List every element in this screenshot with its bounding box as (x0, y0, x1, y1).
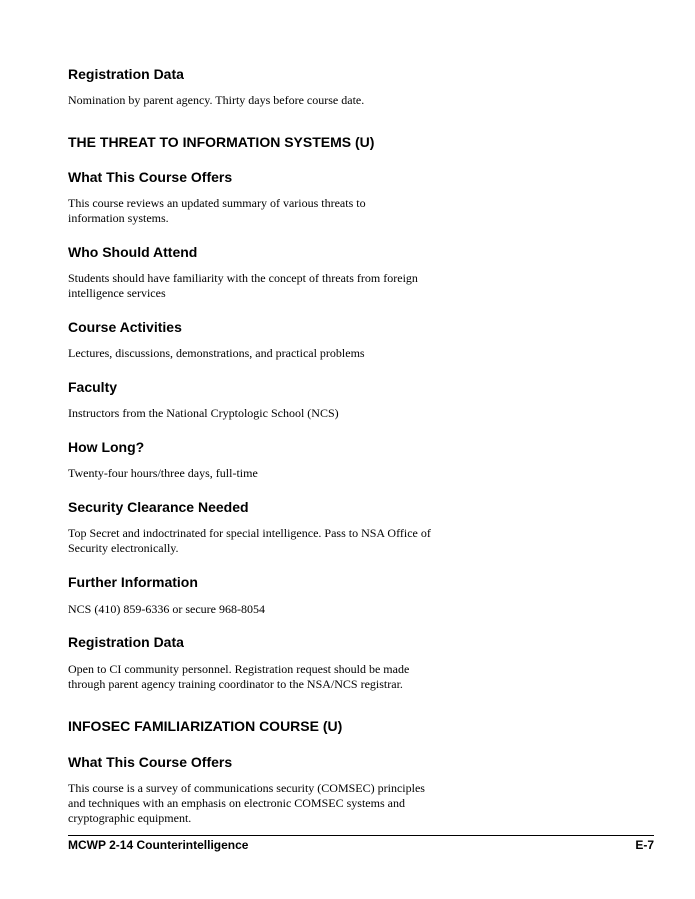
infosec-offers-line-2: and techniques with an emphasis on electronic COMSEC systems and (68, 796, 405, 810)
threat-howlong-text: Twenty-four hours/three days, full-time (68, 466, 258, 480)
threat-registration-line-1: Open to CI community personnel. Registration request should be made (68, 662, 410, 676)
infosec-course-title: INFOSEC FAMILIARIZATION COURSE (U) (68, 718, 343, 734)
threat-clearance-line-1: Top Secret and indoctrinated for special intelligence. Pass to NSA Office of (68, 526, 431, 540)
threat-registration-line-2: through parent agency training coordinator to the NSA/NCS registrar. (68, 677, 403, 691)
footer-page-number: E-7 (635, 838, 654, 852)
infosec-offers-line-1: This course is a survey of communications security (COMSEC) principles (68, 781, 425, 795)
threat-further-text: NCS (410) 859-6336 or secure 968-8054 (68, 602, 265, 616)
threat-clearance-heading: Security Clearance Needed (68, 499, 249, 515)
threat-attend-line-1: Students should have familiarity with the concept of threats from foreign (68, 271, 418, 285)
threat-offers-heading: What This Course Offers (68, 169, 233, 185)
threat-further-heading: Further Information (68, 574, 198, 590)
threat-clearance-line-2: Security electronically. (68, 541, 179, 555)
footer-divider (68, 835, 654, 836)
threat-offers-line-2: information systems. (68, 211, 169, 225)
registration-data-heading: Registration Data (68, 66, 184, 82)
threat-howlong-heading: How Long? (68, 439, 145, 455)
threat-attend-heading: Who Should Attend (68, 244, 198, 260)
threat-registration-heading: Registration Data (68, 634, 184, 650)
threat-activities-text: Lectures, discussions, demonstrations, and practical problems (68, 346, 365, 360)
threat-course-title: THE THREAT TO INFORMATION SYSTEMS (U) (68, 134, 375, 150)
threat-faculty-text: Instructors from the National Cryptologic School (NCS) (68, 406, 339, 420)
footer-publication-title: MCWP 2-14 Counterintelligence (68, 838, 249, 852)
infosec-offers-line-3: cryptographic equipment. (68, 811, 192, 825)
threat-attend-line-2: intelligence services (68, 286, 166, 300)
threat-offers-line-1: This course reviews an updated summary of various threats to (68, 196, 366, 210)
infosec-offers-heading: What This Course Offers (68, 754, 233, 770)
threat-faculty-heading: Faculty (68, 379, 118, 395)
registration-data-text: Nomination by parent agency. Thirty days before course date. (68, 93, 365, 107)
threat-activities-heading: Course Activities (68, 319, 182, 335)
